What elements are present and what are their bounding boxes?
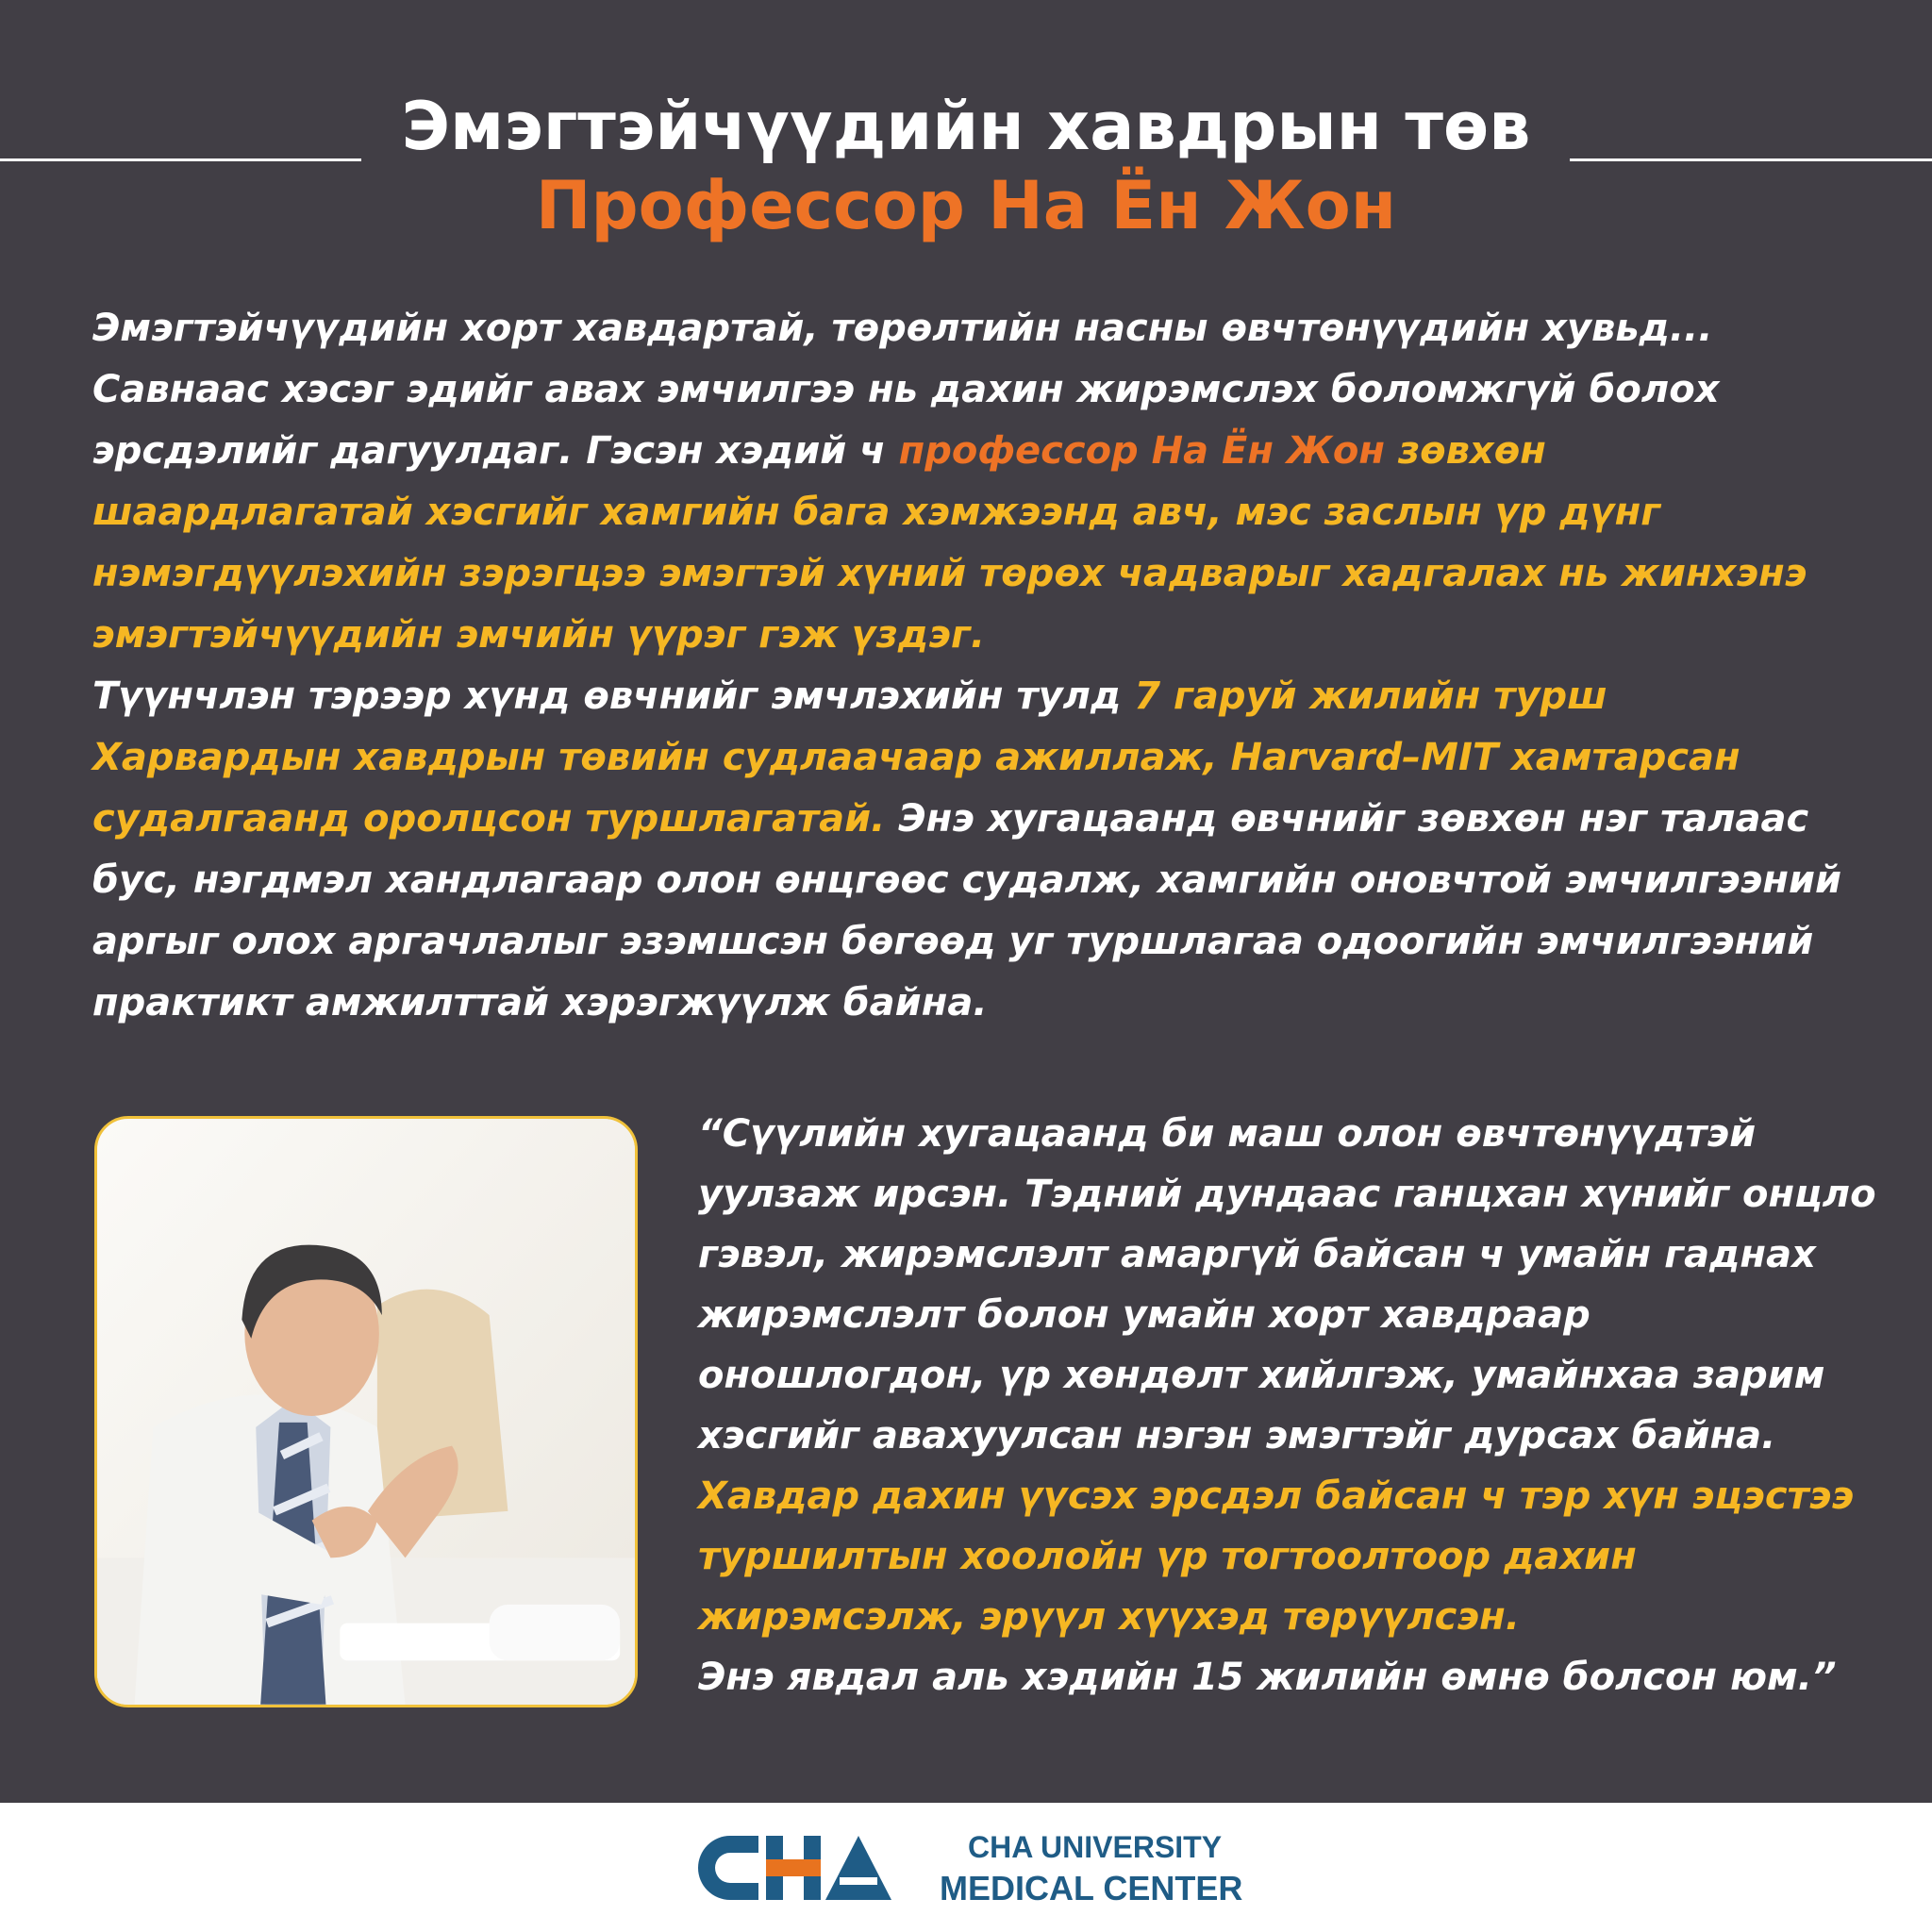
intro-p2-c: Энэ хугацаанд өвчнийг зөвхөн нэг талаас бус, нэгдмэл хандлагаар олон өнцгөөс судалж, хамгийн оновчтой эмчилгээний аргыг олох аргачлалыг эзэмшсэн бөгөөд уг туршлагаа одоогийн эмчилгээний практикт амжилттай хэрэгжүүлж байна. [92,797,1842,1024]
quote-part-a: “Сүүлийн хугацаанд би маш олон өвчтөнүүдтэй уулзаж ирсэн. Тэдний дундаас ганцхан хүнийг онцло гэвэл, жирэмслэлт амаргүй байсан ч умайн гаднах жирэмслэлт болон умайн хорт хавдраар оношлогдон, үр хөндөлт хийлгэж, умайнхаа зарим хэсгийг авахуулсан нэгэн эмэгтэйг дурсах байна. [698,1112,1876,1457]
logo-line-1: CHA UNIVERSITY [968,1830,1223,1864]
doctor-illustration [97,1119,635,1705]
quote-part-c: Энэ явдал аль хэдийн 15 жилийн өмнө болсон юм.” [698,1656,1837,1699]
doctor-photo [94,1116,638,1707]
intro-p1-highlight: зөвхөн шаардлагатай хэсгийг хамгийн бага хэмжээнд авч, мэс заслын үр дүнг нэмэгдүүлэхийн зэрэгцээ эмэгтэй хүний төрөх чадварыг хадгалах нь жинхэнэ эмэгтэйчүүдийн эмчийн үүрэг гэж үздэг. [92,429,1807,657]
page-subtitle: Профессор На Ён Жон [535,167,1397,244]
quote-highlight: Хавдар дахин үүсэх эрсдэл байсан ч тэр хүн эцэстээ туршилтын хоолойн үр тогтоолтоор дахин жирэмсэлж, эрүүл хүүхэд төрүүлсэн. [698,1474,1855,1639]
intro-p2-a: Түүнчлэн тэрээр хүнд өвчнийг эмчлэхийн тулд [92,675,1135,718]
intro-p2-highlight: 7 гаруй жилийн турш Харвардын хавдрын төвийн судлаачаар ажиллаж, Harvard–MIT хамтарсан судалгаанд оролцсон туршлагатай. [92,675,1740,841]
page-title: Эмэгтэйчүүдийн хавдрын төв [401,88,1531,165]
intro-professor-name: профессор На Ён Жон [898,429,1385,473]
logo-wordmark [940,1826,1242,1909]
logo-line-2: MEDICAL CENTER [940,1869,1243,1907]
intro-text [92,298,1866,1034]
cha-logo-icon [698,1834,891,1902]
quote-text [698,1104,1887,1707]
intro-p1-a: Эмэгтэйчүүдийн хорт хавдартай, төрөлтийн насны өвчтөнүүдийн хувьд... Савнаас хэсэг эдийг авах эмчилгээ нь дахин жирэмслэх боломжгүй болох эрсдэлийг дагуулдаг. Гэсэн хэдий ч [92,307,1720,473]
